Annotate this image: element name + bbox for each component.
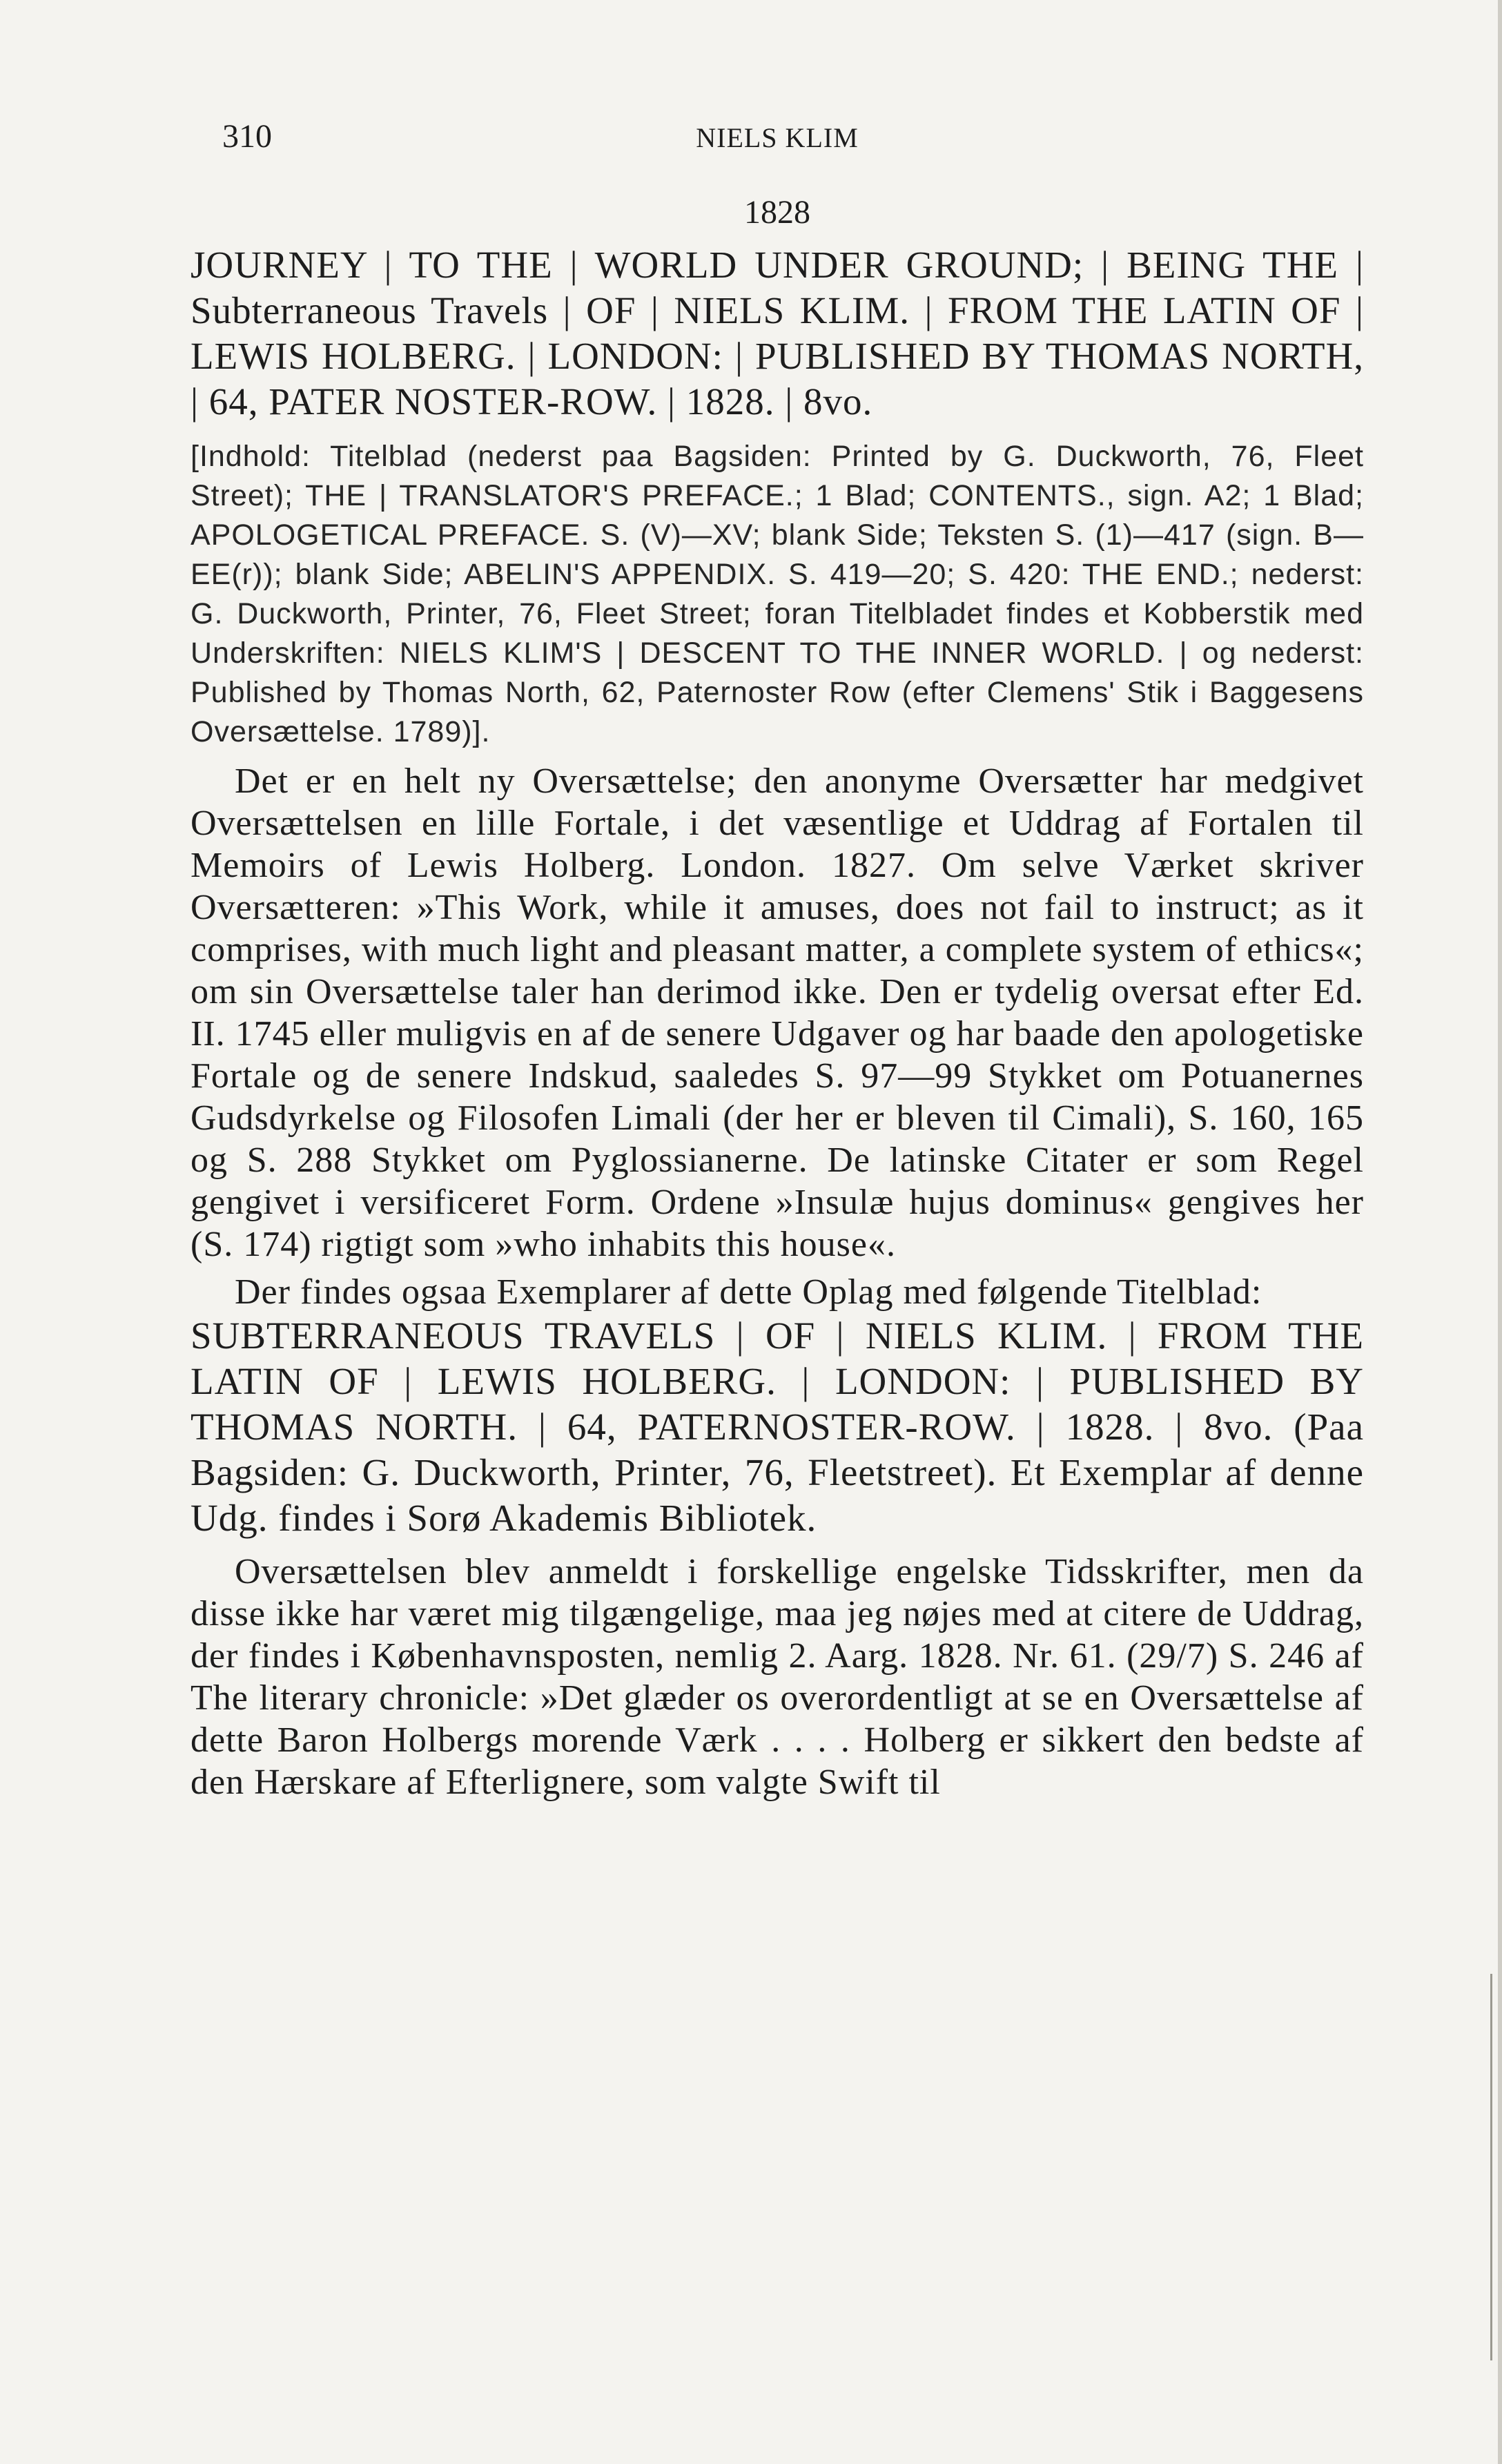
page	[191, 117, 1364, 1803]
page-edge	[1498, 0, 1502, 2464]
paragraph-reviews: Oversættelsen blev anmeldt i forskellige engelske Tidsskrifter, men da disse ikke har været mig tilgængelige, maa jeg nøjes med at citere de Uddrag, der findes i Københavnsposten, nemlig 2. Aarg. 1828. Nr. 61. (29/7) S. 246 af The literary chronicle: »Det glæder os overordentligt at se en Oversættelse af dette Baron Holbergs morende Værk . . . . Holberg er sikkert den bedste af den Hærskare af Efterlignere, som valgte Swift til	[191, 1552, 1364, 1802]
paragraph-alt-issue: Der findes ogsaa Exemplarer af dette Oplag med følgende Titelblad:	[235, 1272, 1262, 1312]
entry-title: JOURNEY | TO THE | WORLD UNDER GROUND; | BEING THE | Subterraneous Travels | OF | NIELS KLIM. | FROM THE LATIN OF | LEWIS HOLBERG. | LONDON: | PUBLISHED BY THOMAS NORTH, | 64, PATER NOSTER-ROW. | 1828. | 8vo.	[191, 244, 1364, 423]
binding-shadow	[1490, 1974, 1492, 2360]
page-header	[191, 117, 1364, 173]
alt-title: SUBTERRANEOUS TRAVELS | OF | NIELS KLIM. | FROM THE LATIN OF | LEWIS HOLBERG. | LONDON: | PUBLISHED BY THOMAS NORTH. | 64, PATERNOSTER-ROW. | 1828. | 8vo. (Paa Bagsiden: G. Duckworth, Printer, 76, Fleetstreet). Et Exemplar af denne Udg. findes i Sorø Akademis Bibliotek.	[191, 1315, 1364, 1539]
entry-year: 1828	[744, 194, 810, 231]
entry-contents: [Indhold: Titelblad (nederst paa Bagsiden: Printed by G. Duckworth, 76, Fleet Street); THE | TRANSLATOR'S PREFACE.; 1 Blad; CONTENTS., sign. A2; 1 Blad; APOLOGETICAL PREFACE. S. (V)—XV; blank Side; Teksten S. (1)—417 (sign. B—EE(r)); blank Side; ABELIN'S APPENDIX. S. 419—20; S. 420: THE END.; nederst: G. Duckworth, Printer, 76, Fleet Street; foran Titelbladet findes et Kobberstik med Underskriften: NIELS KLIM'S | DESCENT TO THE INNER WORLD. | og nederst: Published by Thomas North, 62, Paternoster Row (efter Clemens' Stik i Baggesens Oversættelse. 1789)].	[191, 440, 1364, 748]
running-head: NIELS KLIM	[696, 122, 859, 153]
page-number: 310	[222, 118, 272, 155]
paragraph-translation-note: Det er en helt ny Oversættelse; den anonyme Oversætter har medgivet Oversættelsen en lille Fortale, i det væsentlige et Uddrag af Fortalen til Memoirs of Lewis Holberg. London. 1827. Om selve Værket skriver Oversætteren: »This Work, while it amuses, does not fail to instruct; as it comprises, with much light and pleasant matter, a complete system of ethics«; om sin Oversættelse taler han derimod ikke. Den er tydelig oversat efter Ed. II. 1745 eller muligvis en af de senere Udgaver og har baade den apologetiske Fortale og de senere Indskud, saaledes S. 97—99 Stykket om Potuanernes Gudsdyrkelse og Filosofen Limali (der her er bleven til Cimali), S. 160, 165 og S. 288 Stykket om Pyglossianerne. De latinske Citater er som Regel gengivet i versificeret Form. Ordene »Insulæ hujus dominus« gengives her (S. 174) rigtigt som »who inhabits this house«.	[191, 761, 1364, 1264]
